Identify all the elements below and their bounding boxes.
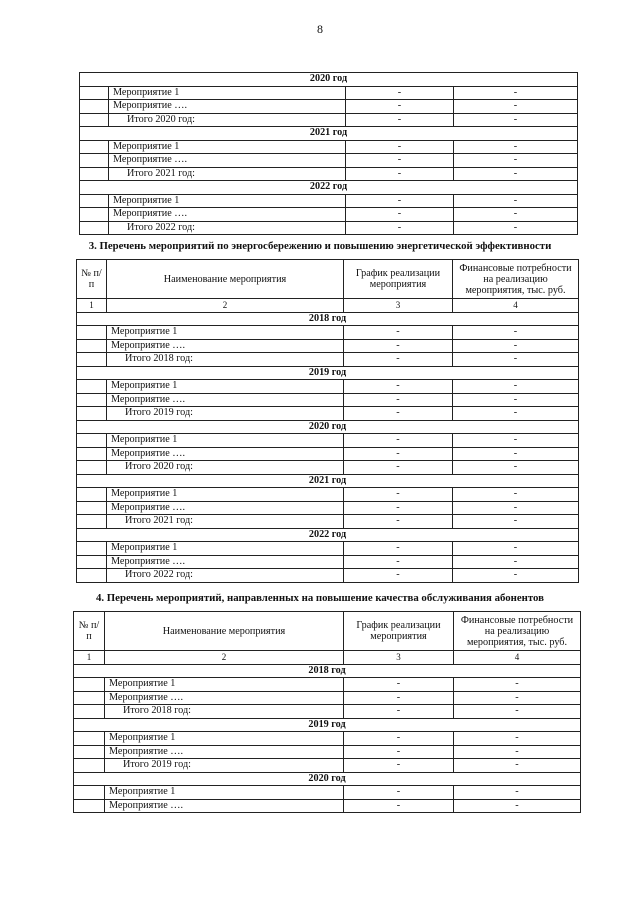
event-name: Мероприятие ….	[105, 799, 344, 813]
finance-cell: -	[454, 194, 578, 208]
event-name: Мероприятие ….	[107, 447, 344, 461]
total-row	[74, 705, 581, 719]
event-name: Мероприятие 1	[107, 434, 344, 448]
row-number-cell	[80, 86, 109, 100]
event-name: Мероприятие 1	[107, 542, 344, 556]
header-num: № п/п	[74, 612, 105, 651]
total-row	[77, 569, 579, 583]
year-row	[74, 718, 581, 732]
event-name: Мероприятие 1	[109, 194, 346, 208]
finance-cell: -	[453, 488, 579, 502]
schedule-cell: -	[344, 461, 453, 475]
schedule-cell: -	[344, 515, 453, 529]
year-row	[77, 420, 579, 434]
event-name: Мероприятие 1	[105, 786, 344, 800]
event-name: Итого 2020 год:	[109, 113, 346, 127]
table-row	[80, 208, 578, 222]
event-name: Мероприятие ….	[107, 501, 344, 515]
event-name: Итого 2022 год:	[107, 569, 344, 583]
schedule-cell: -	[344, 799, 454, 813]
table-row	[80, 86, 578, 100]
schedule-cell: -	[344, 691, 454, 705]
finance-cell: -	[453, 542, 579, 556]
row-number-cell	[77, 326, 107, 340]
table-row	[77, 555, 579, 569]
finance-cell: -	[453, 461, 579, 475]
finance-cell: -	[454, 732, 581, 746]
col-number-1: 1	[77, 299, 107, 313]
event-name: Итого 2019 год:	[105, 759, 344, 773]
row-number-cell	[74, 678, 105, 692]
year-label: 2020 год	[74, 772, 581, 786]
year-row	[74, 664, 581, 678]
row-number-cell	[80, 140, 109, 154]
schedule-cell: -	[344, 705, 454, 719]
table-row	[77, 447, 579, 461]
row-number-cell	[80, 154, 109, 168]
event-name: Мероприятие ….	[109, 208, 346, 222]
schedule-cell: -	[344, 380, 453, 394]
row-number-cell	[77, 569, 107, 583]
total-row	[80, 113, 578, 127]
event-name: Мероприятие 1	[109, 140, 346, 154]
year-row	[77, 366, 579, 380]
table-row	[74, 732, 581, 746]
schedule-cell: -	[346, 167, 454, 181]
event-name: Мероприятие ….	[109, 100, 346, 114]
event-name: Мероприятие 1	[109, 86, 346, 100]
schedule-cell: -	[346, 86, 454, 100]
event-name: Итого 2019 год:	[107, 407, 344, 421]
schedule-cell: -	[346, 208, 454, 222]
event-name: Мероприятие ….	[105, 691, 344, 705]
finance-cell: -	[453, 501, 579, 515]
row-number-cell	[77, 447, 107, 461]
event-name: Мероприятие ….	[107, 393, 344, 407]
schedule-cell: -	[344, 732, 454, 746]
col-number-4: 4	[453, 299, 579, 313]
table-top-continuation	[79, 72, 578, 235]
total-row	[77, 461, 579, 475]
finance-cell: -	[454, 745, 581, 759]
row-number-cell	[77, 515, 107, 529]
col-number-2: 2	[107, 299, 344, 313]
header-finance: Финансовые потребности на реализацию мероприятия, тыс. руб.	[453, 260, 579, 299]
finance-cell: -	[454, 786, 581, 800]
year-label: 2019 год	[77, 366, 579, 380]
year-row	[80, 181, 578, 195]
event-name: Мероприятие 1	[107, 488, 344, 502]
table-row	[77, 326, 579, 340]
finance-cell: -	[453, 339, 579, 353]
finance-cell: -	[453, 555, 579, 569]
finance-cell: -	[454, 100, 578, 114]
row-number-cell	[74, 745, 105, 759]
year-label: 2018 год	[77, 312, 579, 326]
schedule-cell: -	[344, 434, 453, 448]
schedule-cell: -	[346, 154, 454, 168]
row-number-cell	[77, 407, 107, 421]
finance-cell: -	[453, 407, 579, 421]
table-row	[74, 799, 581, 813]
finance-cell: -	[454, 221, 578, 235]
event-name: Мероприятие ….	[109, 154, 346, 168]
row-number-cell	[77, 555, 107, 569]
schedule-cell: -	[346, 221, 454, 235]
row-number-cell	[77, 339, 107, 353]
header-num: № п/п	[77, 260, 107, 299]
table-row	[77, 339, 579, 353]
schedule-cell: -	[344, 447, 453, 461]
schedule-cell: -	[344, 678, 454, 692]
row-number-cell	[80, 194, 109, 208]
section-3-title: 3. Перечень мероприятий по энергосбережению и повышению энергетической эффективности	[88, 240, 552, 252]
header-row	[74, 612, 581, 651]
finance-cell: -	[454, 678, 581, 692]
row-number-cell	[77, 461, 107, 475]
table-row	[74, 678, 581, 692]
table-row	[77, 488, 579, 502]
col-number-3: 3	[344, 651, 454, 665]
row-number-cell	[77, 542, 107, 556]
schedule-cell: -	[344, 786, 454, 800]
year-label: 2020 год	[80, 73, 578, 87]
row-number-cell	[77, 488, 107, 502]
finance-cell: -	[453, 434, 579, 448]
col-number-2: 2	[105, 651, 344, 665]
table-row	[77, 501, 579, 515]
column-number-row	[77, 299, 579, 313]
total-row	[77, 353, 579, 367]
schedule-cell: -	[346, 113, 454, 127]
event-name: Мероприятие 1	[107, 380, 344, 394]
finance-cell: -	[453, 393, 579, 407]
year-row	[77, 474, 579, 488]
finance-cell: -	[453, 326, 579, 340]
year-label: 2020 год	[77, 420, 579, 434]
year-row	[77, 312, 579, 326]
event-name: Итого 2021 год:	[109, 167, 346, 181]
finance-cell: -	[454, 705, 581, 719]
table-row	[77, 434, 579, 448]
finance-cell: -	[453, 447, 579, 461]
section-4-title: 4. Перечень мероприятий, направленных на повышение качества обслуживания абонентов	[95, 592, 545, 604]
finance-cell: -	[454, 154, 578, 168]
finance-cell: -	[453, 380, 579, 394]
schedule-cell: -	[344, 393, 453, 407]
table-row	[80, 140, 578, 154]
row-number-cell	[74, 799, 105, 813]
schedule-cell: -	[344, 488, 453, 502]
table-row	[77, 542, 579, 556]
total-row	[80, 221, 578, 235]
finance-cell: -	[453, 353, 579, 367]
table-row	[74, 691, 581, 705]
table-row	[77, 380, 579, 394]
event-name: Итого 2018 год:	[107, 353, 344, 367]
page-number: 8	[317, 22, 323, 36]
total-row	[74, 759, 581, 773]
finance-cell: -	[454, 140, 578, 154]
table-body	[77, 312, 579, 582]
event-name: Мероприятие ….	[107, 339, 344, 353]
schedule-cell: -	[344, 759, 454, 773]
event-name: Мероприятие 1	[105, 732, 344, 746]
schedule-cell: -	[344, 407, 453, 421]
finance-cell: -	[454, 86, 578, 100]
table-body	[80, 73, 578, 235]
year-row	[80, 127, 578, 141]
header-name: Наименование мероприятия	[105, 612, 344, 651]
schedule-cell: -	[344, 569, 453, 583]
column-number-row	[74, 651, 581, 665]
row-number-cell	[77, 353, 107, 367]
finance-cell: -	[454, 167, 578, 181]
finance-cell: -	[454, 691, 581, 705]
table-row	[74, 745, 581, 759]
year-row	[77, 528, 579, 542]
row-number-cell	[74, 786, 105, 800]
row-number-cell	[77, 380, 107, 394]
row-number-cell	[77, 393, 107, 407]
schedule-cell: -	[344, 745, 454, 759]
row-number-cell	[77, 501, 107, 515]
event-name: Итого 2020 год:	[107, 461, 344, 475]
finance-cell: -	[454, 799, 581, 813]
header-row	[77, 260, 579, 299]
col-number-3: 3	[344, 299, 453, 313]
table-row	[80, 154, 578, 168]
schedule-cell: -	[346, 194, 454, 208]
year-label: 2018 год	[74, 664, 581, 678]
year-row	[80, 73, 578, 87]
finance-cell: -	[454, 759, 581, 773]
row-number-cell	[80, 208, 109, 222]
year-label: 2022 год	[77, 528, 579, 542]
schedule-cell: -	[344, 353, 453, 367]
row-number-cell	[80, 221, 109, 235]
finance-cell: -	[453, 515, 579, 529]
header-schedule: График реализации мероприятия	[344, 260, 453, 299]
row-number-cell	[74, 732, 105, 746]
table-section-3	[76, 259, 579, 583]
row-number-cell	[80, 167, 109, 181]
event-name: Мероприятие 1	[105, 678, 344, 692]
table-row	[80, 100, 578, 114]
year-label: 2019 год	[74, 718, 581, 732]
row-number-cell	[80, 100, 109, 114]
table-section-4	[73, 611, 581, 813]
schedule-cell: -	[344, 555, 453, 569]
year-label: 2021 год	[77, 474, 579, 488]
total-row	[77, 407, 579, 421]
event-name: Итого 2018 год:	[105, 705, 344, 719]
schedule-cell: -	[346, 140, 454, 154]
year-label: 2021 год	[80, 127, 578, 141]
event-name: Мероприятие ….	[105, 745, 344, 759]
row-number-cell	[77, 434, 107, 448]
col-number-4: 4	[454, 651, 581, 665]
schedule-cell: -	[344, 501, 453, 515]
schedule-cell: -	[344, 326, 453, 340]
total-row	[80, 167, 578, 181]
col-number-1: 1	[74, 651, 105, 665]
finance-cell: -	[453, 569, 579, 583]
finance-cell: -	[454, 208, 578, 222]
header-finance: Финансовые потребности на реализацию мероприятия, тыс. руб.	[454, 612, 581, 651]
header-schedule: График реализации мероприятия	[344, 612, 454, 651]
row-number-cell	[74, 705, 105, 719]
total-row	[77, 515, 579, 529]
event-name: Итого 2021 год:	[107, 515, 344, 529]
event-name: Мероприятие 1	[107, 326, 344, 340]
year-label: 2022 год	[80, 181, 578, 195]
table-row	[77, 393, 579, 407]
schedule-cell: -	[344, 542, 453, 556]
event-name: Мероприятие ….	[107, 555, 344, 569]
year-row	[74, 772, 581, 786]
row-number-cell	[74, 759, 105, 773]
finance-cell: -	[454, 113, 578, 127]
event-name: Итого 2022 год:	[109, 221, 346, 235]
table-row	[74, 786, 581, 800]
schedule-cell: -	[344, 339, 453, 353]
table-row	[80, 194, 578, 208]
row-number-cell	[80, 113, 109, 127]
schedule-cell: -	[346, 100, 454, 114]
table-body	[74, 664, 581, 813]
row-number-cell	[74, 691, 105, 705]
header-name: Наименование мероприятия	[107, 260, 344, 299]
